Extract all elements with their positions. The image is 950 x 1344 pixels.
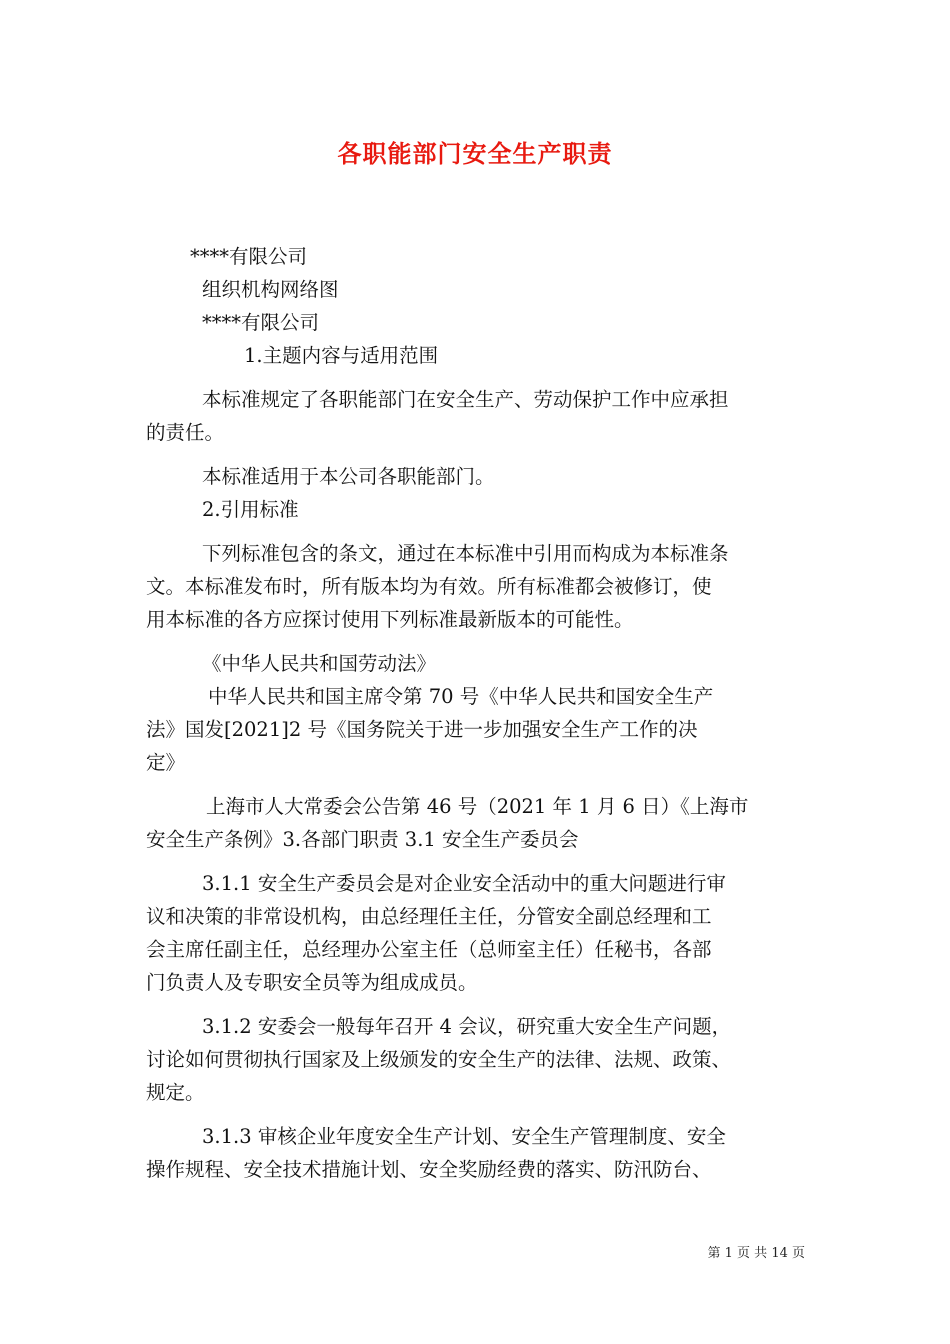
body-line: 3.1.3 审核企业年度安全生产计划、安全生产管理制度、安全: [202, 1125, 726, 1148]
body-line: 的责任。: [146, 421, 225, 444]
body-line: 会主席任副主任，总经理办公室主任（总师室主任）任秘书，各部: [146, 938, 712, 961]
page-footer: 第 1 页 共 14 页: [707, 1246, 805, 1261]
body-line: 安全生产条例》3.各部门职责 3.1 安全生产委员会: [146, 828, 579, 851]
body-line: 下列标准包含的条文，通过在本标准中引用而构成为本标准条: [202, 542, 729, 565]
body-line: ****有限公司: [202, 311, 320, 334]
body-line: 本标准适用于本公司各职能部门。: [202, 465, 495, 488]
body-line: 3.1.1 安全生产委员会是对企业安全活动中的重大问题进行审: [202, 872, 726, 895]
body-line: 规定。: [146, 1081, 205, 1104]
body-line: 文。本标准发布时，所有版本均为有效。所有标准都会被修订，使: [146, 575, 712, 598]
body-line: 《中华人民共和国劳动法》: [202, 652, 437, 675]
body-line: ****有限公司: [190, 245, 308, 268]
body-line: 3.1.2 安委会一般每年召开 4 会议，研究重大安全生产问题，: [202, 1015, 732, 1038]
body-line: 中华人民共和国主席令第 70 号《中华人民共和国安全生产: [208, 685, 714, 708]
body-line: 门负责人及专职安全员等为组成成员。: [146, 971, 478, 994]
body-line: 本标准规定了各职能部门在安全生产、劳动保护工作中应承担: [202, 388, 729, 411]
body-line: 1.主题内容与适用范围: [244, 344, 439, 367]
body-line: 议和决策的非常设机构，由总经理任主任，分管安全副总经理和工: [146, 905, 712, 928]
body-line: 组织机构网络图: [202, 278, 339, 301]
body-line: 法》国发[2021]2 号《国务院关于进一步加强安全生产工作的决: [146, 718, 698, 741]
body-line: 定》: [146, 751, 186, 774]
body-line: 2.引用标准: [202, 498, 299, 521]
document-title: 各职能部门安全生产职责: [337, 139, 613, 168]
body-line: 讨论如何贯彻执行国家及上级颁发的安全生产的法律、法规、政策、: [146, 1048, 732, 1071]
body-line: 上海市人大常委会公告第 46 号（2021 年 1 月 6 日）《上海市: [206, 795, 749, 818]
body-line: 用本标准的各方应探讨使用下列标准最新版本的可能性。: [146, 608, 634, 631]
body-line: 操作规程、安全技术措施计划、安全奖励经费的落实、防汛防台、: [146, 1158, 712, 1181]
